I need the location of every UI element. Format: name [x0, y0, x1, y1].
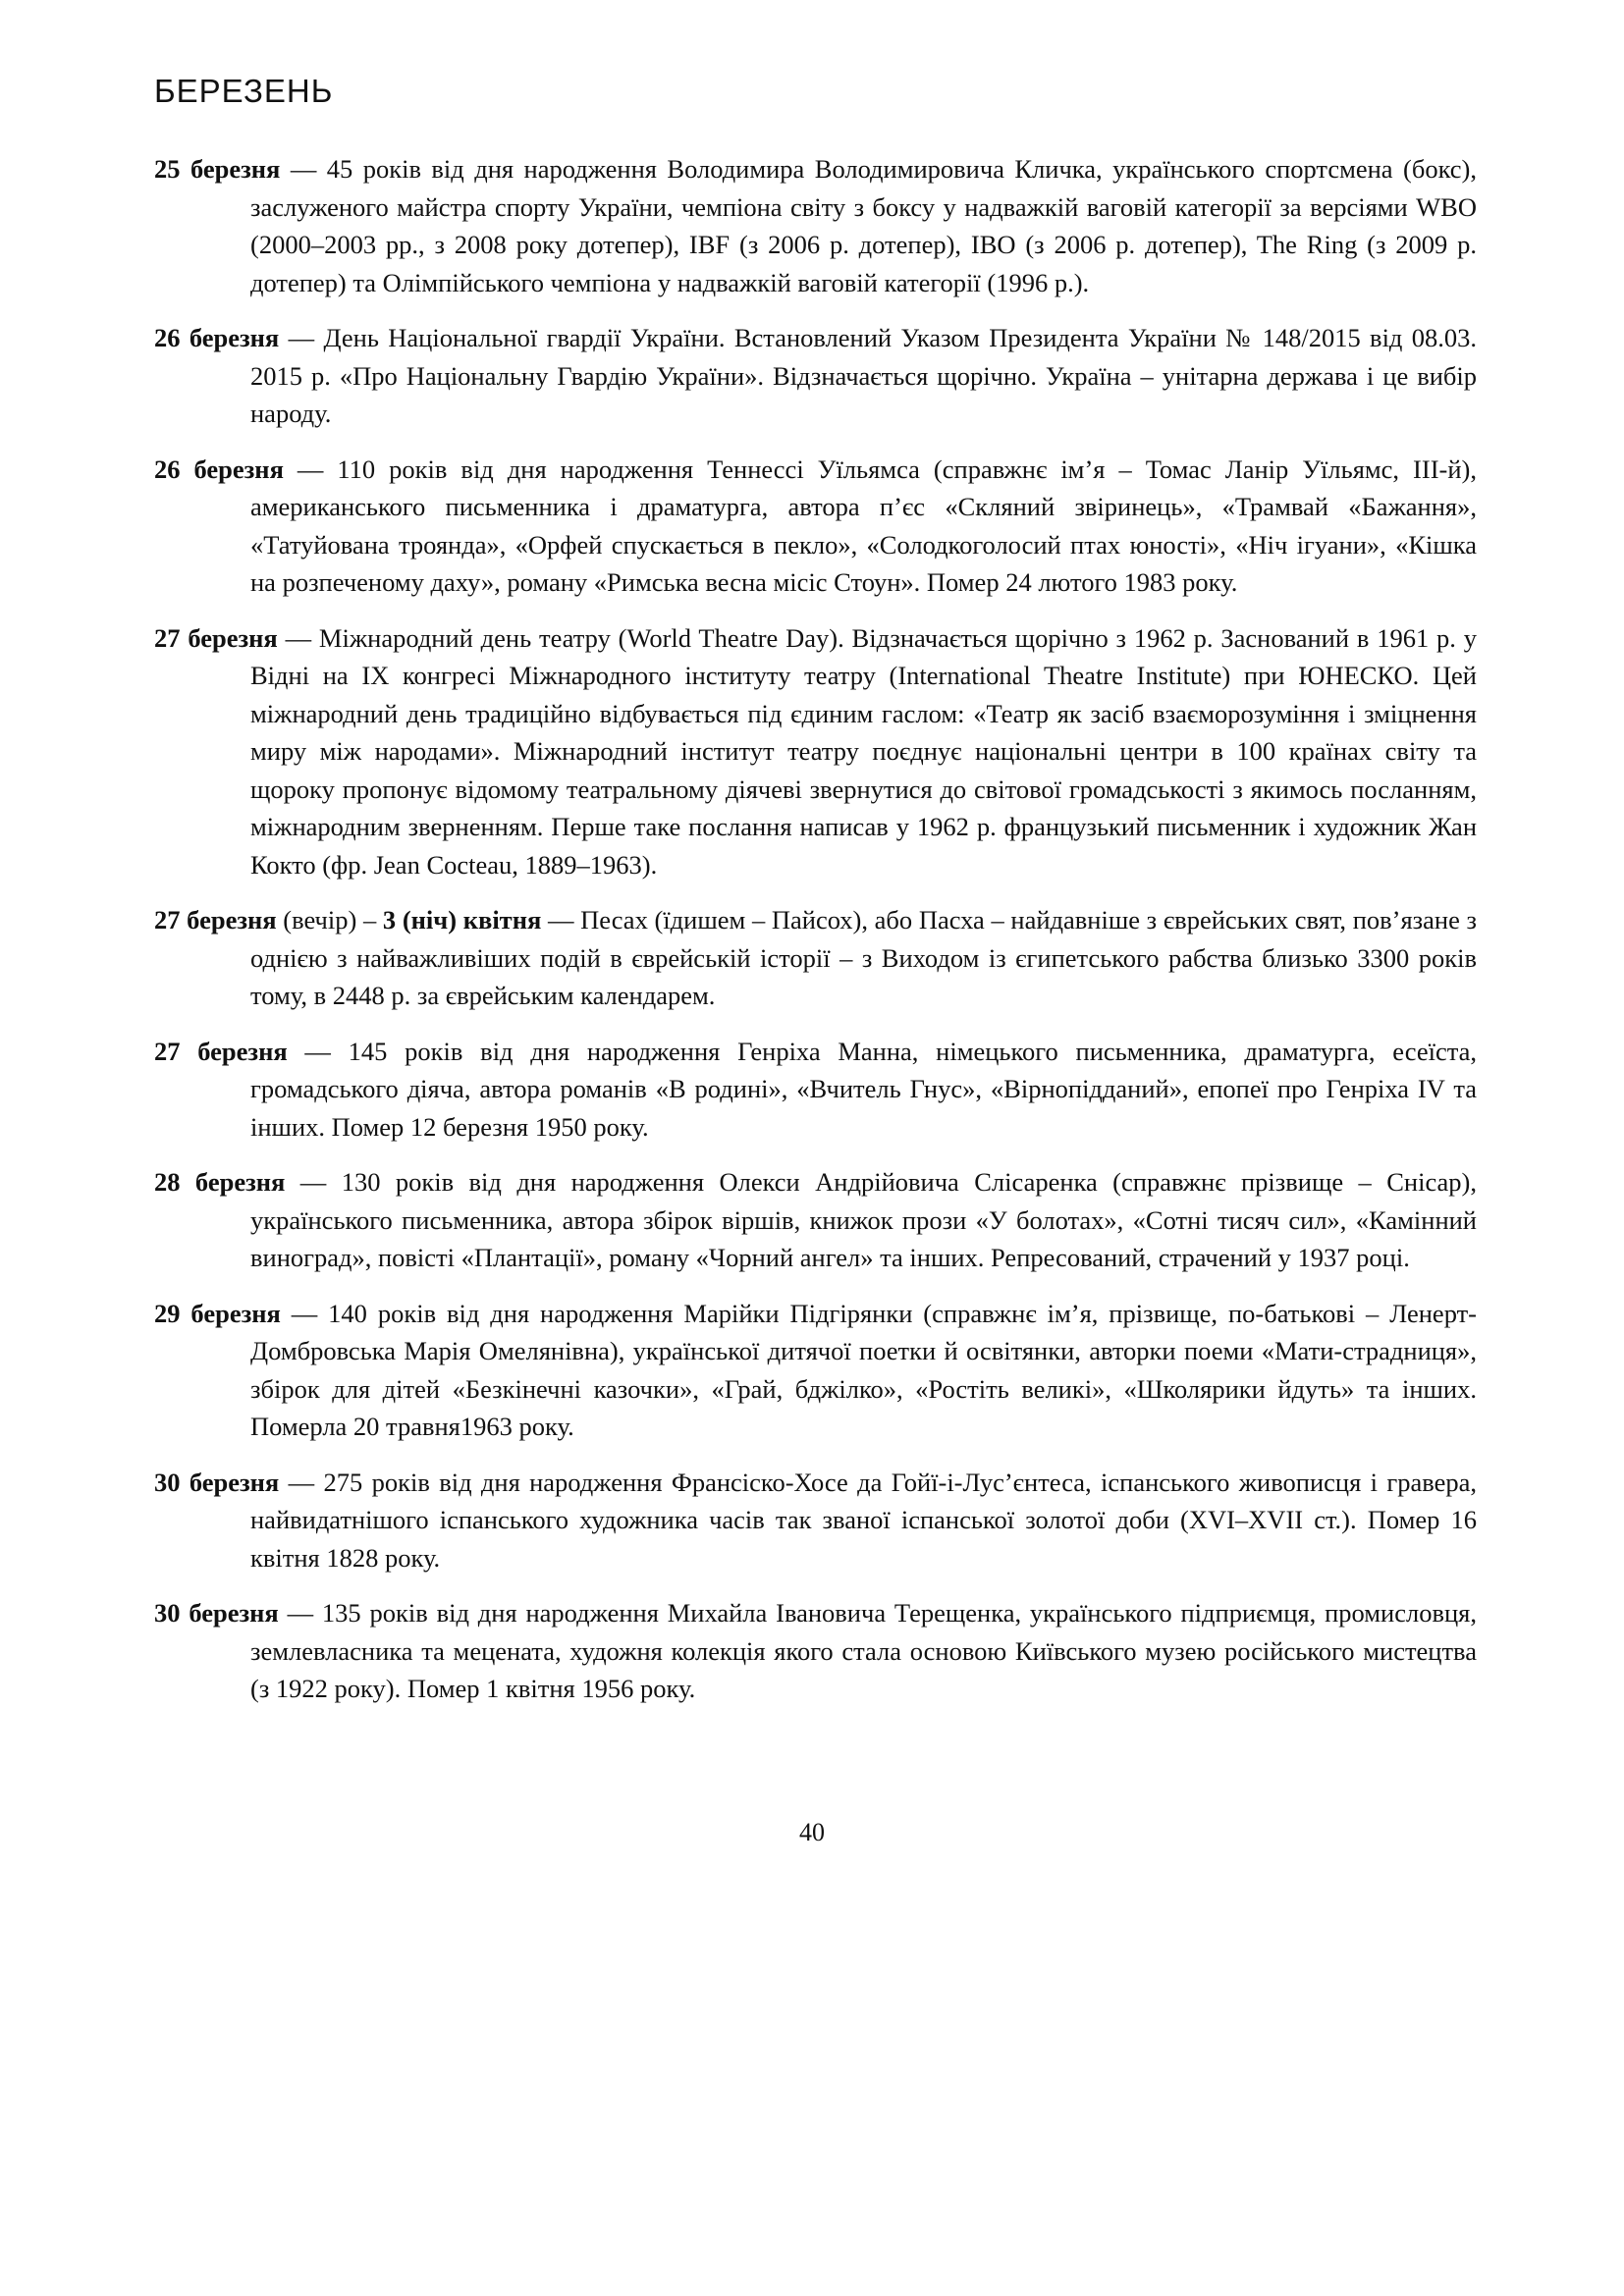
- entry-date: 26 березня: [154, 454, 284, 484]
- entry-date: 26 березня: [154, 323, 280, 352]
- entry-text: — Міжнародний день театру (World Theatre Day). Відзначається щорічно з 1962 р. Заснований в 1961 р. у Відні на IX конгресі Міжнародного інституту театру (International Theatre Institute) при ЮНЕСКО. Цей міжнародний день традиційно відбувається під єдиним гаслом: «Театр як засіб взаєморозуміння і зміцнення миру між народами». Міжнародний інститут театру поєднує національні центри в 100 країнах світу та щороку пропонує відомому театральному діячеві звернутися до світової громадськості з якимось посланням, міжнародним зверненням. Перше таке послання написав у 1962 р. французький письменник і художник Жан Кокто (фр. Jean Cocteau, 1889–1963).: [250, 622, 1477, 880]
- calendar-entry: [154, 1464, 1477, 1577]
- entry-date: 29 березня: [154, 1298, 281, 1328]
- calendar-entry: [154, 451, 1477, 602]
- calendar-entry: [154, 150, 1477, 301]
- month-heading: БЕРЕЗЕНЬ: [154, 73, 334, 109]
- entry-date: 27 березня: [154, 622, 278, 653]
- calendar-entry: [154, 1594, 1477, 1708]
- entry-text: — Песах (їдишем – Пайсох), або Пасха – найдавніше з єврейських свят, пов’язане з однією з найважливіших подій в єврейській історії – з Виходом із єгипетського рабства близько 3300 років тому, в 2448 р. за єврейським календарем.: [250, 905, 1477, 1010]
- calendar-entry: [154, 319, 1477, 433]
- entry-text: — 110 років від дня народження Теннессі Уїльямса (справжнє ім’я – Томас Ланір Уїльямс, III-й), американського письменника і драматурга, автора п’єс «Скляний звіринець», «Трамвай «Бажання», «Татуйована троянда», «Орфей спускається в пекло», «Солодкоголосий птах юності», «Ніч ігуани», «Кішка на розпеченому даху», роману «Римська весна місіс Стоун». Помер 24 лютого 1983 року.: [250, 454, 1477, 597]
- entry-date: 30 березня: [154, 1598, 279, 1628]
- entry-date: 27 березня: [154, 905, 277, 934]
- entry-date: 27 березня: [154, 1036, 288, 1066]
- entry-date: 28 березня: [154, 1167, 286, 1197]
- entry-text: — 135 років від дня народження Михайла Івановича Терещенка, українського підприємця, промисловця, землевласника та мецената, художня колекція якого стала основою Київського музею російського мистецтва (з 1922 року). Помер 1 квітня 1956 року.: [250, 1598, 1477, 1703]
- entry-text: — 140 років від дня народження Марійки Підгірянки (справжнє ім’я, прізвище, по-батькові – Ленерт-Домбровська Марія Омелянівна), української дитячої поетки й освітянки, авторки поеми «Мати-страдниця», збірок для дітей «Безкінечні казочки», «Грай, бджілко», «Ростіть великі», «Школярики йдуть» та інших. Померла 20 травня1963 року.: [250, 1298, 1477, 1441]
- calendar-entry: [154, 1295, 1477, 1446]
- entry-text: — День Національної гвардії України. Встановлений Указом Президента України № 148/2015 від 08.03. 2015 р. «Про Національну Гвардію України». Відзначається щорічно. Україна – унітарна держава і це вибір народу.: [250, 323, 1478, 428]
- entry-date: 25 березня: [154, 154, 281, 184]
- calendar-entry: [154, 1163, 1477, 1277]
- entry-end-date: 3 (ніч) квітня: [382, 905, 542, 934]
- calendar-entry: [154, 1033, 1477, 1147]
- calendar-entry: [154, 901, 1477, 1015]
- entry-text: — 145 років від дня народження Генріха Манна, німецького письменника, драматурга, есеїста, громадського діяча, автора романів «В родині», «Вчитель Гнус», «Вірнопідданий», епопеї про Генріха IV та інших. Помер 12 березня 1950 року.: [250, 1036, 1477, 1142]
- entry-text: — 275 років від дня народження Франсіско-Хосе да Гойї-і-Лус’єнтеса, іспанського живописця і гравера, найвидатнішого іспанського художника часів так званої іспанської золотої доби (XVI–XVII ст.). Помер 16 квітня 1828 року.: [250, 1467, 1478, 1573]
- entry-text: — 45 років від дня народження Володимира Володимировича Кличка, українського спортсмена (бокс), заслуженого майстра спорту України, чемпіона світу з боксу у надважкій ваговій категорії за версіями WBO (2000–2003 рр., з 2008 року дотепер), IBF (з 2006 р. дотепер), IBO (з 2006 р. дотепер), The Ring (з 2009 р. дотепер) та Олімпійського чемпіона у надважкій ваговій категорії (1996 р.).: [250, 154, 1477, 297]
- page-number: 40: [799, 1818, 825, 1846]
- entry-date-qualifier: (вечір) –: [276, 905, 383, 934]
- entries-list: [154, 150, 1477, 1726]
- entry-text: — 130 років від дня народження Олекси Андрійовича Слісаренка (справжнє прізвище – Снісар), українського письменника, автора збірок віршів, книжок прози «У болотах», «Сотні тисяч сил», «Камінний виноград», повісті «Плантації», роману «Чорний ангел» та інших. Репресований, страчений у 1937 році.: [250, 1167, 1477, 1272]
- calendar-entry: [154, 619, 1477, 884]
- entry-date: 30 березня: [154, 1467, 280, 1497]
